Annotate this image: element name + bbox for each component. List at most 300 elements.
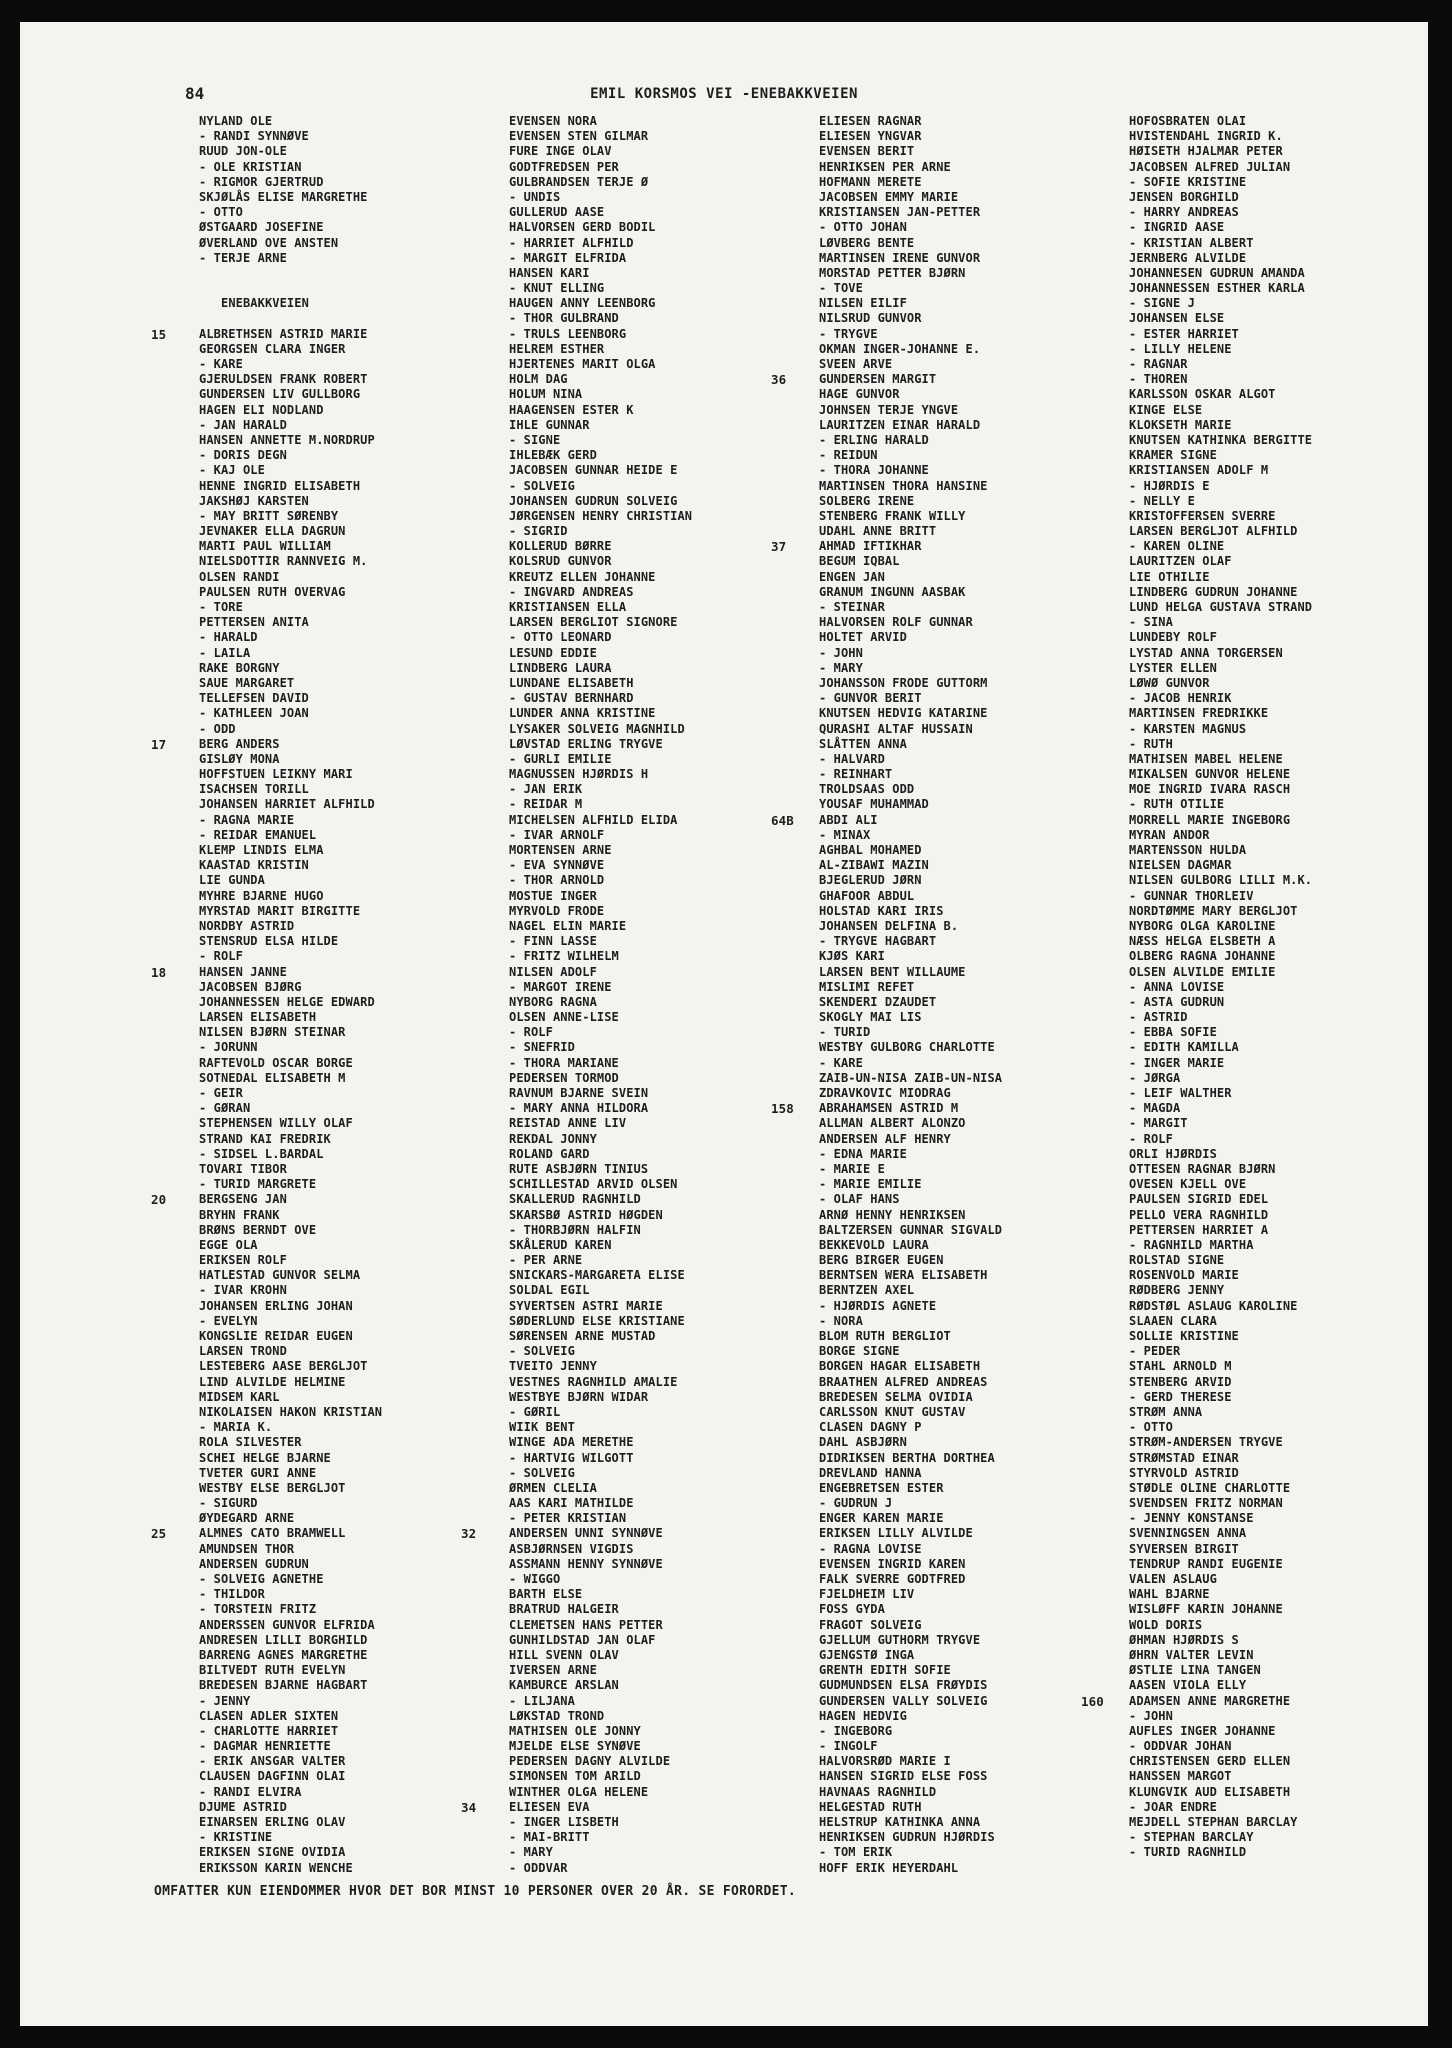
entry-text: HALVORSRØD MARIE I	[819, 1754, 951, 1769]
resident-entry	[819, 873, 1002, 888]
resident-entry	[199, 570, 382, 585]
entry-text: MARTI PAUL WILLIAM	[199, 539, 331, 554]
resident-entry	[509, 1375, 692, 1390]
entry-text: HELGESTAD RUTH	[819, 1799, 922, 1814]
entry-text: - MARY	[509, 1845, 553, 1860]
entry-text: SKENDERI DZAUDET	[819, 994, 937, 1009]
resident-entry	[1129, 175, 1312, 190]
resident-entry	[509, 236, 692, 251]
resident-entry	[1129, 190, 1312, 205]
resident-entry	[509, 1633, 692, 1648]
entry-text: GULLERUD AASE	[509, 205, 605, 220]
entry-text: SOLDAL EGIL	[509, 1283, 590, 1298]
resident-entry	[199, 843, 382, 858]
entry-text: - MAGDA	[1129, 1101, 1181, 1116]
entry-text: JOHANSEN GUDRUN SOLVEIG	[509, 493, 678, 508]
resident-entry	[1129, 1116, 1312, 1131]
entry-text: KJØS KARI	[819, 949, 885, 964]
entry-text: - DORIS DEGN	[199, 448, 287, 463]
entry-text: STRØM ANNA	[1129, 1404, 1203, 1419]
resident-entry	[819, 1314, 1002, 1329]
entry-text: EVENSEN INGRID KAREN	[819, 1556, 966, 1571]
resident-entry	[509, 691, 692, 706]
resident-entry	[199, 1830, 382, 1845]
resident-entry	[199, 1861, 382, 1876]
resident-entry	[819, 949, 1002, 964]
resident-entry	[199, 676, 382, 691]
resident-entry	[819, 1709, 1002, 1724]
entry-text: - REIDAR EMANUEL	[199, 827, 317, 842]
entry-text: JACOBSEN EMMY MARIE	[819, 189, 959, 204]
entry-text: LØVBERG BENTE	[819, 235, 915, 250]
entry-text: ANDERSEN ALF HENRY	[819, 1131, 951, 1146]
resident-entry	[509, 1602, 692, 1617]
entry-text: KRISTIANSEN JAN-PETTER	[819, 205, 981, 220]
resident-entry	[1129, 1602, 1312, 1617]
resident-entry	[1129, 220, 1312, 235]
resident-entry	[509, 1208, 692, 1223]
resident-entry	[509, 858, 692, 873]
entry-text: - ROLF	[1129, 1131, 1173, 1146]
resident-entry	[509, 995, 692, 1010]
entry-text: ARNØ HENNY HENRIKSEN	[819, 1207, 966, 1222]
resident-entry	[509, 448, 692, 463]
resident-entry	[1129, 1238, 1312, 1253]
resident-entry	[199, 1299, 382, 1314]
house-number: 36	[771, 372, 787, 388]
entry-text: KRISTIANSEN ELLA	[509, 600, 627, 614]
resident-entry	[509, 600, 692, 615]
entry-text: WESTBYE BJØRN WIDAR	[509, 1389, 649, 1404]
resident-entry	[509, 144, 692, 159]
resident-entry	[199, 1496, 382, 1511]
entry-text: MYRAN ANDOR	[1129, 827, 1210, 842]
resident-entry	[199, 1678, 382, 1693]
resident-entry	[199, 904, 382, 919]
entry-text: SLÅTTEN ANNA	[819, 736, 907, 751]
entry-text: BEKKEVOLD LAURA	[819, 1237, 929, 1252]
entry-text: - THILDOR	[199, 1587, 265, 1602]
resident-entry	[819, 463, 1002, 478]
entry-text: - TOM ERIK	[819, 1845, 893, 1860]
entry-text: LARSEN BENT WILLAUME	[819, 964, 966, 979]
resident-entry	[509, 585, 692, 600]
entry-text: ØRMEN CLELIA	[509, 1480, 597, 1495]
resident-entry	[509, 889, 692, 904]
entry-text: - ODDVAR	[509, 1860, 568, 1875]
resident-entry	[509, 1694, 692, 1709]
entry-text: JACOBSEN GUNNAR HEIDE E	[509, 463, 678, 478]
house-number: 160	[1081, 1693, 1104, 1709]
entry-text: - NORA	[819, 1313, 863, 1328]
resident-entry	[1129, 904, 1312, 919]
entry-text: ALMNES CATO BRAMWELL	[199, 1526, 346, 1541]
entry-text: - OTTO LEONARD	[509, 630, 612, 645]
entry-text: LARSEN ELISABETH	[199, 1010, 317, 1025]
entry-text: - TRYGVE	[819, 326, 878, 341]
resident-entry	[199, 1329, 382, 1344]
entry-text: SVENDSEN FRITZ NORMAN	[1129, 1496, 1283, 1511]
resident-entry	[1129, 1663, 1312, 1678]
entry-text: - KARE	[819, 1055, 863, 1070]
entry-text: ELIESEN EVA	[509, 1799, 590, 1814]
resident-entry	[509, 813, 692, 828]
resident-entry	[1129, 1754, 1312, 1769]
entry-text: - ODDVAR JOHAN	[1129, 1739, 1232, 1754]
resident-entry	[509, 1299, 692, 1314]
entry-text: NILSEN GULBORG LILLI M.K.	[1129, 873, 1313, 888]
entry-text: IHLE GUNNAR	[509, 417, 590, 432]
resident-entry	[509, 630, 692, 645]
resident-entry	[819, 403, 1002, 418]
entry-text: MORTENSEN ARNE	[509, 843, 612, 857]
resident-entry	[199, 782, 382, 797]
entry-text: RAKE BORGNY	[199, 660, 280, 675]
entry-text: KARLSSON OSKAR ALGOT	[1129, 387, 1276, 402]
entry-text: SKOGLY MAI LIS	[819, 1010, 922, 1025]
resident-entry	[819, 266, 1002, 281]
entry-text: - RAGNAR	[1129, 357, 1188, 371]
entry-text: OKMAN INGER-JOHANNE E.	[819, 341, 981, 356]
resident-entry	[1129, 463, 1312, 478]
entry-text: - IVAR ARNOLF	[509, 827, 605, 842]
entry-text: KAASTAD KRISTIN	[199, 858, 309, 873]
resident-entry	[151, 326, 382, 342]
entry-text: MYHRE BJARNE HUGO	[199, 888, 324, 903]
resident-entry	[509, 1101, 692, 1116]
resident-entry	[199, 554, 382, 569]
resident-entry	[199, 585, 382, 600]
resident-entry	[1129, 1223, 1312, 1238]
resident-entry	[1129, 1633, 1312, 1648]
resident-entry	[199, 1040, 382, 1055]
resident-entry	[1129, 1344, 1312, 1359]
resident-entry	[1129, 296, 1312, 311]
entry-text: SIMONSEN TOM ARILD	[509, 1769, 641, 1784]
entry-text: - ROLF	[509, 1025, 553, 1040]
entry-text: BERG BIRGER EUGEN	[819, 1253, 944, 1268]
resident-entry	[509, 539, 692, 554]
entry-text: ZAIB-UN-NISA ZAIB-UN-NISA	[819, 1070, 1003, 1085]
entry-text: BORGEN HAGAR ELISABETH	[819, 1359, 981, 1374]
entry-text: - RIGMOR GJERTRUD	[199, 174, 324, 189]
resident-entry	[819, 387, 1002, 402]
entry-text: MIDSEM KARL	[199, 1389, 280, 1404]
resident-entry	[509, 1132, 692, 1147]
resident-entry	[199, 1451, 382, 1466]
entry-text: ENEBAKKVEIEN	[221, 296, 309, 311]
resident-entry	[819, 1785, 1002, 1800]
resident-entry	[509, 782, 692, 797]
entry-text: MYRVOLD FRODE	[509, 903, 605, 918]
resident-entry	[819, 1192, 1002, 1207]
resident-entry	[199, 600, 382, 615]
resident-entry	[819, 1815, 1002, 1830]
entry-text: HAGE GUNVOR	[819, 387, 900, 402]
entry-text: - JAN HARALD	[199, 417, 287, 432]
resident-entry	[819, 1405, 1002, 1420]
entry-text: SCHILLESTAD ARVID OLSEN	[509, 1177, 678, 1192]
resident-entry	[199, 509, 382, 524]
entry-text: SKÅLERUD KAREN	[509, 1237, 612, 1252]
resident-entry	[509, 1238, 692, 1253]
entry-text: - GERD THERESE	[1129, 1389, 1232, 1404]
resident-entry	[1129, 327, 1312, 342]
resident-entry	[819, 205, 1002, 220]
entry-text: VESTNES RAGNHILD AMALIE	[509, 1374, 678, 1389]
house-number: 34	[461, 1799, 477, 1815]
resident-entry	[509, 949, 692, 964]
entry-text: WINTHER OLGA HELENE	[509, 1784, 649, 1799]
resident-entry	[199, 1071, 382, 1086]
resident-entry	[1129, 1800, 1312, 1815]
resident-entry	[1129, 281, 1312, 296]
entry-text: - MARIE E	[819, 1161, 885, 1176]
entry-text: - KATHLEEN JOAN	[199, 706, 309, 721]
entry-text: - ASTA GUDRUN	[1129, 994, 1225, 1009]
resident-entry	[199, 1223, 382, 1238]
entry-text: STENSRUD ELSA HILDE	[199, 934, 339, 949]
entry-text: - INGER LISBETH	[509, 1815, 619, 1829]
entry-text: HANSSEN MARGOT	[1129, 1769, 1232, 1784]
entry-text: UDAHL ANNE BRITT	[819, 524, 937, 539]
entry-text: - RAGNA MARIE	[199, 812, 295, 827]
entry-text: HENRIKSEN PER ARNE	[819, 159, 951, 174]
entry-text: - KARE	[199, 357, 243, 371]
entry-text: - MAY BRITT SØRENBY	[199, 508, 339, 523]
entry-text: - ODD	[199, 721, 236, 736]
resident-entry	[819, 1542, 1002, 1557]
resident-entry	[199, 479, 382, 494]
resident-entry	[1129, 676, 1312, 691]
house-number: 37	[771, 539, 787, 555]
resident-entry	[1129, 494, 1312, 509]
resident-entry	[1129, 554, 1312, 569]
resident-entry	[1129, 205, 1312, 220]
resident-entry	[509, 327, 692, 342]
entry-text: - TURID RAGNHILD	[1129, 1845, 1247, 1860]
resident-entry	[509, 1769, 692, 1784]
entry-text: FOSS GYDA	[819, 1602, 885, 1617]
resident-entry	[199, 858, 382, 873]
resident-entry	[509, 1845, 692, 1860]
resident-entry	[509, 205, 692, 220]
entry-text: JOHANSEN ELSE	[1129, 311, 1225, 326]
entry-text: WIIK BENT	[509, 1420, 575, 1435]
resident-entry	[509, 251, 692, 266]
resident-entry	[509, 1359, 692, 1374]
entry-text: NYBORG RAGNA	[509, 994, 597, 1009]
resident-entry	[1129, 1526, 1312, 1541]
resident-entry	[199, 1375, 382, 1390]
resident-entry	[509, 1572, 692, 1587]
resident-entry	[819, 327, 1002, 342]
resident-entry	[1129, 1283, 1312, 1298]
entry-text: - GUNNAR THORLEIV	[1129, 888, 1254, 903]
resident-entry	[1129, 1481, 1312, 1496]
entry-text: STRAND KAI FREDRIK	[199, 1131, 331, 1146]
resident-entry	[199, 1709, 382, 1724]
resident-entry	[819, 1086, 1002, 1101]
resident-entry	[199, 1800, 382, 1815]
resident-entry	[509, 1496, 692, 1511]
resident-entry	[819, 1572, 1002, 1587]
entry-text: - RANDI ELVIRA	[199, 1784, 302, 1799]
entry-text: - EDITH KAMILLA	[1129, 1040, 1239, 1055]
entry-text: LUND HELGA GUSTAVA STRAND	[1129, 600, 1313, 614]
entry-text: REKDAL JONNY	[509, 1131, 597, 1146]
house-number: 32	[461, 1526, 477, 1542]
street-heading	[199, 296, 382, 311]
page-title: EMIL KORSMOS VEI -ENEBAKKVEIEN	[590, 86, 858, 102]
resident-entry	[1129, 797, 1312, 812]
resident-entry	[819, 919, 1002, 934]
resident-entry	[819, 1420, 1002, 1435]
resident-entry	[819, 1177, 1002, 1192]
resident-entry	[199, 1618, 382, 1633]
resident-entry	[509, 342, 692, 357]
entry-text: - SIDSEL L.BARDAL	[199, 1146, 324, 1161]
resident-entry	[199, 767, 382, 782]
resident-entry	[1129, 1359, 1312, 1374]
resident-entry	[509, 114, 692, 129]
entry-text: SVEEN ARVE	[819, 357, 893, 371]
resident-entry	[819, 1845, 1002, 1860]
entry-text: JOHANNESEN GUDRUN AMANDA	[1129, 265, 1305, 280]
entry-text: - ERIK ANSGAR VALTER	[199, 1754, 346, 1769]
entry-text: ASBJØRNSEN VIGDIS	[509, 1541, 634, 1556]
entry-text: GJERULDSEN FRANK ROBERT	[199, 372, 368, 387]
resident-entry	[1129, 1375, 1312, 1390]
resident-entry	[1129, 1268, 1312, 1283]
entry-text: LØVSTAD ERLING TRYGVE	[509, 736, 663, 751]
resident-entry	[819, 357, 1002, 372]
resident-entry	[509, 1481, 692, 1496]
resident-entry	[1129, 479, 1312, 494]
entry-text: ØSTLIE LINA TANGEN	[1129, 1663, 1261, 1678]
entry-text: MYRSTAD MARIT BIRGITTE	[199, 903, 361, 918]
entry-text: RØDBERG JENNY	[1129, 1283, 1225, 1298]
resident-entry	[199, 1253, 382, 1268]
resident-entry	[509, 904, 692, 919]
resident-entry	[1129, 630, 1312, 645]
resident-entry	[199, 706, 382, 721]
resident-entry	[1129, 1147, 1312, 1162]
entry-text: RAFTEVOLD OSCAR BORGE	[199, 1055, 353, 1070]
entry-text: - LILLY HELENE	[1129, 341, 1232, 356]
resident-entry	[509, 767, 692, 782]
resident-entry	[509, 1648, 692, 1663]
entry-text: CARLSSON KNUT GUSTAV	[819, 1404, 966, 1419]
resident-entry	[819, 995, 1002, 1010]
entry-text: GJENGSTØ INGA	[819, 1647, 915, 1662]
entry-text: MARTENSSON HULDA	[1129, 843, 1247, 857]
entry-text: EVENSEN NORA	[509, 114, 597, 128]
entry-text: EINARSEN ERLING OLAV	[199, 1815, 346, 1829]
resident-entry	[199, 1815, 382, 1830]
resident-entry	[509, 494, 692, 509]
entry-text: JOHANSEN DELFINA B.	[819, 918, 959, 933]
entry-text: LIE OTHILIE	[1129, 569, 1210, 584]
entry-text: LIE GUNDA	[199, 873, 265, 888]
resident-entry	[819, 114, 1002, 129]
resident-entry	[199, 1390, 382, 1405]
resident-entry	[1129, 1587, 1312, 1602]
entry-text: SKARSBØ ASTRID HØGDEN	[509, 1207, 663, 1222]
resident-entry	[509, 1344, 692, 1359]
entry-text: ENGEBRETSEN ESTER	[819, 1480, 944, 1495]
entry-text: ERIKSEN LILLY ALVILDE	[819, 1526, 973, 1541]
resident-entry	[509, 433, 692, 448]
entry-text: BERNTZEN AXEL	[819, 1283, 915, 1298]
resident-entry	[509, 281, 692, 296]
resident-entry	[819, 311, 1002, 326]
resident-entry	[199, 1420, 382, 1435]
resident-entry	[509, 1025, 692, 1040]
entry-text: NYBORG OLGA KAROLINE	[1129, 918, 1276, 933]
entry-text: STRØM-ANDERSEN TRYGVE	[1129, 1435, 1283, 1450]
page-number: 84	[185, 84, 205, 103]
resident-entry	[1129, 1192, 1312, 1207]
resident-entry	[1129, 1451, 1312, 1466]
entry-text: CHRISTENSEN GERD ELLEN	[1129, 1754, 1291, 1769]
entry-text: DJUME ASTRID	[199, 1799, 287, 1814]
resident-entry	[1081, 1693, 1312, 1709]
resident-entry	[199, 1086, 382, 1101]
resident-entry	[199, 1238, 382, 1253]
resident-entry	[819, 418, 1002, 433]
entry-text: - JOHN	[1129, 1708, 1173, 1723]
entry-text: JOHANNESSEN HELGE EDWARD	[199, 994, 375, 1009]
entry-text: STØDLE OLINE CHARLOTTE	[1129, 1480, 1291, 1495]
entry-text: MIKALSEN GUNVOR HELENE	[1129, 767, 1291, 782]
entry-text: HANSEN ANNETTE M.NORDRUP	[199, 432, 375, 447]
entry-text: SOTNEDAL ELISABETH M	[199, 1070, 346, 1085]
entry-text: KREUTZ ELLEN JOHANNE	[509, 569, 656, 584]
entry-text: BEGUM IQBAL	[819, 554, 900, 569]
resident-entry	[509, 554, 692, 569]
resident-entry	[1129, 1162, 1312, 1177]
resident-entry	[819, 479, 1002, 494]
resident-entry	[509, 1678, 692, 1693]
entry-text: RUUD JON-OLE	[199, 144, 287, 159]
resident-entry	[509, 372, 692, 387]
resident-entry	[509, 463, 692, 478]
resident-entry	[819, 342, 1002, 357]
resident-entry	[199, 1542, 382, 1557]
entry-text: ANDERSEN GUDRUN	[199, 1556, 309, 1571]
entry-text: - EBBA SOFIE	[1129, 1025, 1217, 1040]
resident-entry	[509, 403, 692, 418]
resident-entry	[1129, 1299, 1312, 1314]
resident-entry	[509, 646, 692, 661]
resident-entry	[819, 175, 1002, 190]
entry-text: AAS KARI MATHILDE	[509, 1496, 634, 1511]
resident-entry	[509, 661, 692, 676]
entry-text: - THORBJØRN HALFIN	[509, 1222, 641, 1237]
resident-entry	[819, 1587, 1002, 1602]
house-number: 18	[151, 964, 167, 980]
entry-text: SCHEI HELGE BJARNE	[199, 1450, 331, 1465]
resident-entry	[1129, 782, 1312, 797]
entry-text: JOHANSEN HARRIET ALFHILD	[199, 797, 375, 812]
entry-text: MARTINSEN FREDRIKKE	[1129, 706, 1269, 721]
entry-text: GUNDERSEN VALLY SOLVEIG	[819, 1693, 988, 1708]
resident-entry	[819, 585, 1002, 600]
resident-entry	[509, 615, 692, 630]
entry-text: JOHANSEN ERLING JOHAN	[199, 1298, 353, 1313]
resident-entry	[199, 433, 382, 448]
